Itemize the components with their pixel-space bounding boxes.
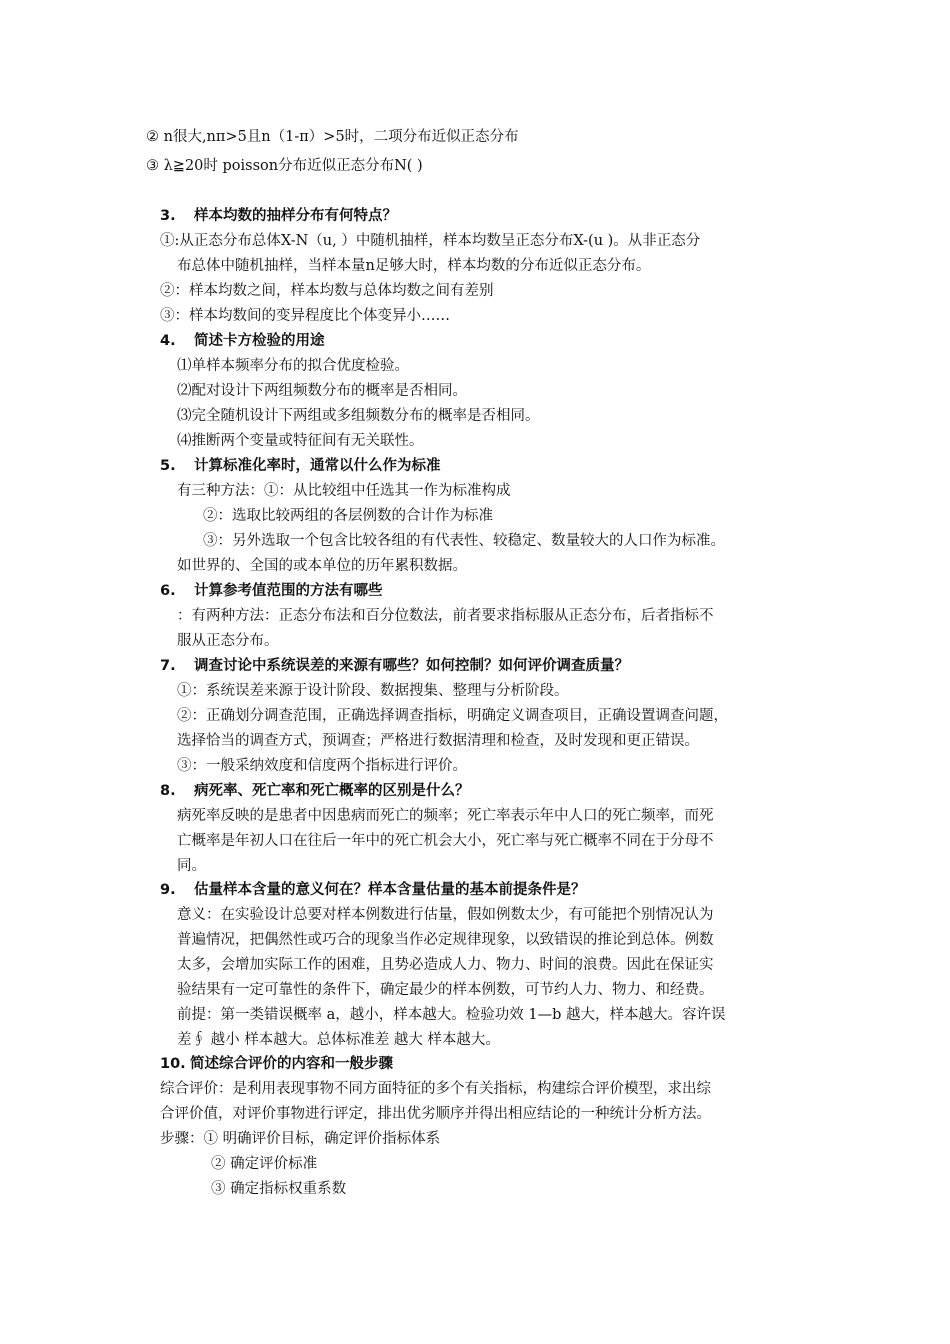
section-3-line: ③：样本均数间的变异程度比个体变异小…… xyxy=(160,308,450,324)
section-4-line: ⑶完全随机设计下两组或多组频数分布的概率是否相同。 xyxy=(177,408,540,424)
section-10-heading xyxy=(160,1054,393,1074)
intro-line-2: ③ λ≧20时 poisson分布近似正态分布N( ) xyxy=(146,158,423,174)
section-3-heading xyxy=(160,206,397,226)
section-4-line: ⑵配对设计下两组频数分布的概率是否相同。 xyxy=(177,383,467,399)
section-7-title: 调查讨论中系统误差的来源有哪些？如何控制？如何评价调查质量？ xyxy=(194,658,629,674)
section-10-number: 10. xyxy=(160,1056,186,1072)
section-3-line: 布总体中随机抽样，当样本量n足够大时，样本均数的分布近似正态分布。 xyxy=(177,258,651,274)
section-9-line: 验结果有一定可靠性的条件下，确定最少的样本例数，可节约人力、物力、和经费。 xyxy=(177,982,714,998)
section-10-line: 综合评价：是利用表现事物不同方面特征的多个有关指标，构建综合评价模型，求出综 xyxy=(160,1081,711,1097)
section-9-line: 普遍情况，把偶然性或巧合的现象当作必定规律现象，以致错误的推论到总体。例数 xyxy=(177,932,714,948)
section-5-line: ③：另外选取一个包含比较各组的有代表性、较稳定、数量较大的人口作为标准。 xyxy=(203,533,725,549)
section-4-line: ⑴单样本频率分布的拟合优度检验。 xyxy=(177,358,409,374)
section-3-number: 3. xyxy=(160,208,176,224)
section-8-line: 病死率反映的是患者中因患病而死亡的频率；死亡率表示年中人口的死亡频率，而死 xyxy=(177,808,714,824)
section-3-line: ①:从正态分布总体X-N（u, ）中随机抽样，样本均数呈正态分布X-(u )。从非正态分 xyxy=(160,233,701,249)
section-7-line: ③：一般采纳效度和信度两个指标进行评价。 xyxy=(177,758,467,774)
section-6-line: 服从正态分布。 xyxy=(177,633,279,649)
section-5-line: 有三种方法：①：从比较组中任选其一作为标准构成 xyxy=(177,483,511,499)
section-4-number: 4. xyxy=(160,333,176,349)
section-9-title: 估量样本含量的意义何在？样本含量估量的基本前提条件是？ xyxy=(194,882,586,898)
section-5-title: 计算标准化率时，通常以什么作为标准 xyxy=(194,458,441,474)
section-8-title: 病死率、死亡率和死亡概率的区别是什么？ xyxy=(194,783,470,799)
section-6-line: ：有两种方法：正态分布法和百分位数法，前者要求指标服从正态分布，后者指标不 xyxy=(177,608,714,624)
section-9-heading xyxy=(160,880,586,900)
section-6-heading xyxy=(160,581,383,601)
section-9-line: 太多，会增加实际工作的困难，且势必造成人力、物力、时间的浪费。因此在保证实 xyxy=(177,957,714,973)
section-5-line: ②：选取比较两组的各层例数的合计作为标准 xyxy=(203,508,493,524)
section-10-line: ② 确定评价标准 xyxy=(211,1156,318,1172)
section-9-number: 9. xyxy=(160,882,176,898)
section-9-line: 前提：第一类错误概率 a，越小，样本越大。检验功效 1—b 越大，样本越大。容许误 xyxy=(177,1007,726,1023)
section-10-line: 步骤：① 明确评价目标，确定评价指标体系 xyxy=(160,1131,441,1147)
section-7-heading xyxy=(160,656,629,676)
section-9-line: 差∮ 越小 样本越大。总体标准差 越大 样本越大。 xyxy=(177,1032,500,1048)
section-5-line: 如世界的、全国的或本单位的历年累积数据。 xyxy=(177,558,467,574)
section-8-heading xyxy=(160,781,470,801)
section-7-line: ①：系统误差来源于设计阶段、数据搜集、整理与分析阶段。 xyxy=(177,683,569,699)
section-4-heading xyxy=(160,331,325,351)
section-8-line: 同。 xyxy=(177,858,206,874)
section-8-line: 亡概率是年初人口在往后一年中的死亡机会大小，死亡率与死亡概率不同在于分母不 xyxy=(177,833,714,849)
intro-line-1: ② n很大,nπ>5且n（1-π）>5时，二项分布近似正态分布 xyxy=(146,129,519,145)
section-9-line: 意义：在实验设计总要对样本例数进行估量，假如例数太少，有可能把个别情况认为 xyxy=(177,907,714,923)
section-4-title: 简述卡方检验的用途 xyxy=(194,333,325,349)
section-5-heading xyxy=(160,456,441,476)
section-7-line: ②：正确划分调查范围，正确选择调查指标，明确定义调查项目，正确设置调查问题， xyxy=(177,708,728,724)
section-10-title: 简述综合评价的内容和一般步骤 xyxy=(190,1056,393,1072)
section-6-title: 计算参考值范围的方法有哪些 xyxy=(194,583,383,599)
section-3-title: 样本均数的抽样分布有何特点？ xyxy=(194,208,397,224)
section-5-number: 5. xyxy=(160,458,176,474)
section-7-number: 7. xyxy=(160,658,176,674)
section-7-line: 选择恰当的调查方式，预调查；严格进行数据清理和检查，及时发现和更正错误。 xyxy=(177,733,699,749)
section-6-number: 6. xyxy=(160,583,176,599)
section-10-line: 合评价值，对评价事物进行评定，排出优劣顺序并得出相应结论的一种统计分析方法。 xyxy=(160,1106,711,1122)
section-4-line: ⑷推断两个变量或特征间有无关联性。 xyxy=(177,433,424,449)
section-10-line: ③ 确定指标权重系数 xyxy=(211,1181,347,1197)
section-3-line: ②：样本均数之间，样本均数与总体均数之间有差别 xyxy=(160,283,494,299)
section-8-number: 8. xyxy=(160,783,176,799)
